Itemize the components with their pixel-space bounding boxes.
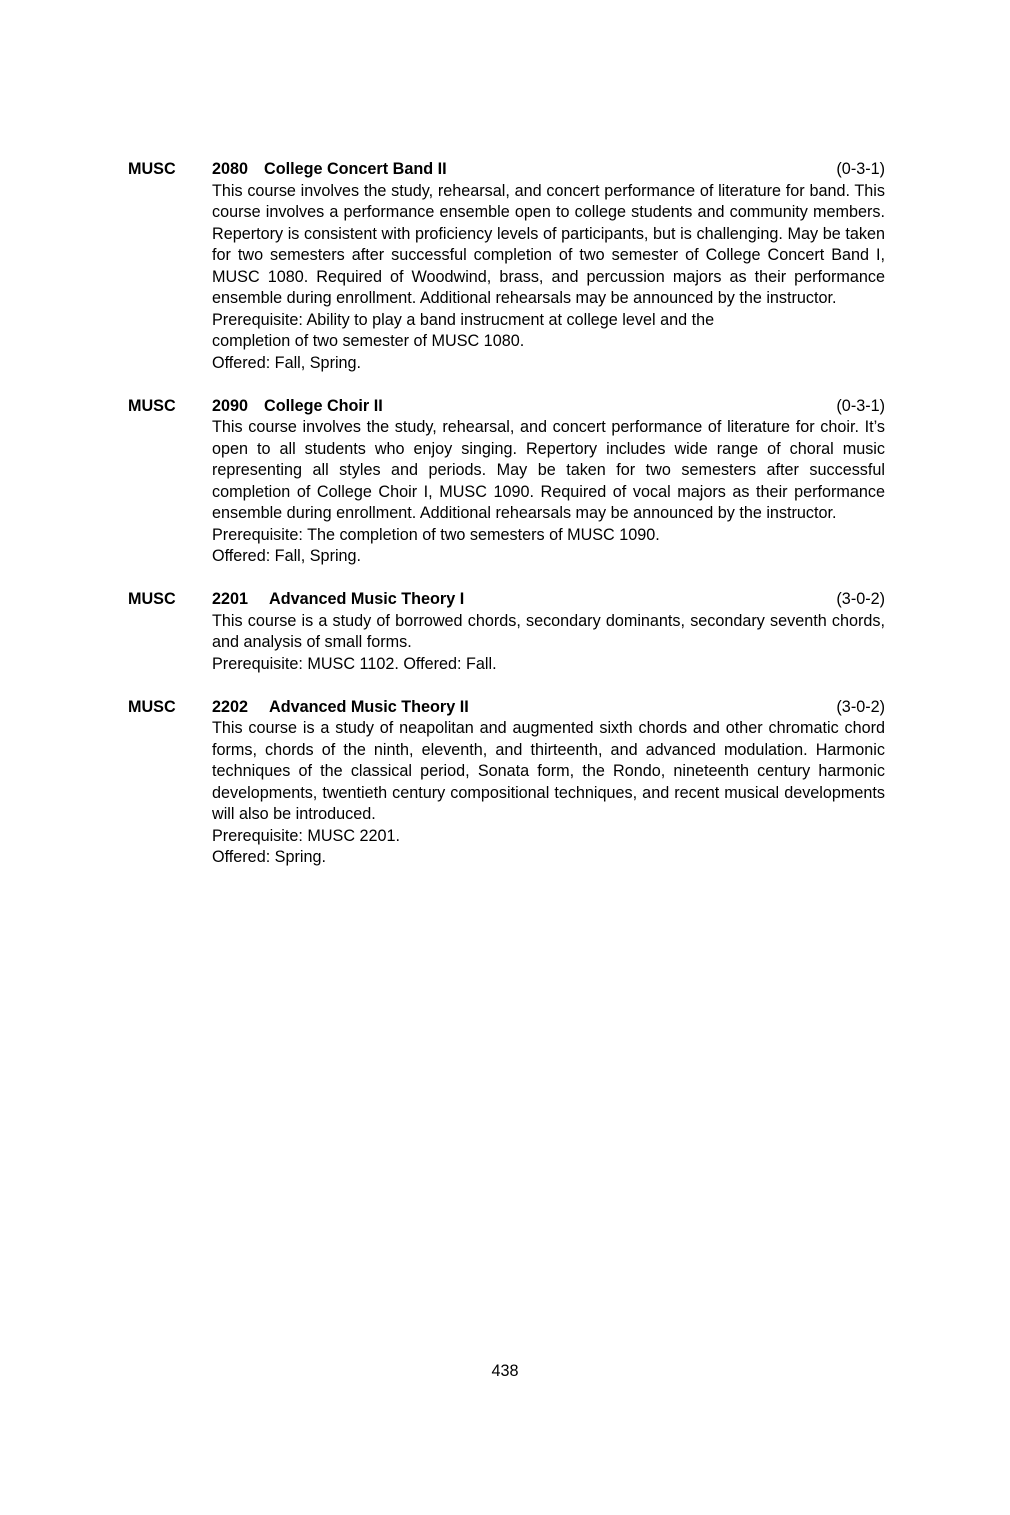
course-description: This course involves the study, rehearsal, and concert performance of literature for band. This course involves a performance ensemble open to college students and community members. Repertory is consistent with proficiency levels of participants, but is challenging. May be taken for two semesters after successful completion of two semester of College Concert Band I, MUSC 1080. Required of Woodwind, brass, and percussion majors as their performance ensemble during enrollment. Additional rehearsals may be announced by the instructor. [212, 181, 885, 307]
course-title: Advanced Music Theory I [269, 590, 465, 608]
course-description: This course involves the study, rehearsal, and concert performance of literature for choir. It’s open to all students who enjoy singing. Repertory includes wide range of choral music representing all styles and periods. May be taken for two semesters after successful completion of College Choir I, MUSC 1090. Required of vocal majors as their performance ensemble during enrollment. Additional rehearsals may be announced by the instructor. [212, 418, 885, 522]
course-number: 2201 [212, 590, 249, 608]
course-credits: (0-3-1) [836, 396, 885, 415]
course-prerequisite-offered: Prerequisite: MUSC 1102. Offered: Fall. [212, 654, 497, 673]
course-listing [128, 159, 885, 890]
page-number: 438 [491, 1362, 519, 1380]
course-number: 2080 [212, 160, 249, 178]
course-dept: MUSC [128, 160, 176, 178]
course-body [212, 718, 885, 869]
course-body [212, 611, 885, 676]
course-prerequisite-continued: completion of two semester of MUSC 1080. [212, 332, 525, 350]
course-number: 2202 [212, 697, 249, 716]
course-header [128, 159, 885, 181]
course-entry-musc-2090 [128, 396, 885, 568]
course-entry-musc-2202 [128, 697, 885, 869]
course-entry-musc-2201 [128, 589, 885, 675]
course-credits: (3-0-2) [836, 590, 885, 608]
course-header [128, 589, 885, 611]
course-header [128, 697, 885, 719]
course-prerequisite: Prerequisite: MUSC 2201. [212, 826, 401, 845]
course-dept: MUSC [128, 396, 176, 415]
course-prerequisite: Prerequisite: The completion of two semesters of MUSC 1090. [212, 525, 660, 544]
course-offered: Offered: Fall, Spring. [212, 547, 362, 565]
course-title: College Choir II [264, 396, 383, 415]
course-offered: Offered: Fall, Spring. [212, 353, 362, 372]
course-offered: Offered: Spring. [212, 848, 326, 866]
course-number: 2090 [212, 396, 249, 415]
course-credits: (0-3-1) [836, 160, 885, 178]
course-title: College Concert Band II [264, 160, 447, 178]
course-header [128, 396, 885, 418]
course-credits: (3-0-2) [836, 697, 885, 716]
course-entry-musc-2080 [128, 159, 885, 374]
course-body [212, 417, 885, 568]
course-title: Advanced Music Theory II [269, 697, 469, 716]
course-dept: MUSC [128, 697, 176, 716]
course-dept: MUSC [128, 590, 176, 608]
course-description: This course is a study of borrowed chords, secondary dominants, secondary seventh chords, and analysis of small forms. [212, 611, 885, 651]
course-body [212, 181, 885, 375]
course-description: This course is a study of neapolitan and augmented sixth chords and other chromatic chord forms, chords of the ninth, eleventh, and thirteenth, and advanced modulation. Harmonic techniques of the classical period, Sonata form, the Rondo, nineteenth century harmonic developments, twentieth century compositional techniques, and recent musical developments will also be introduced. [212, 719, 885, 823]
course-prerequisite: Prerequisite: Ability to play a band instrucment at college level and the [212, 310, 715, 329]
